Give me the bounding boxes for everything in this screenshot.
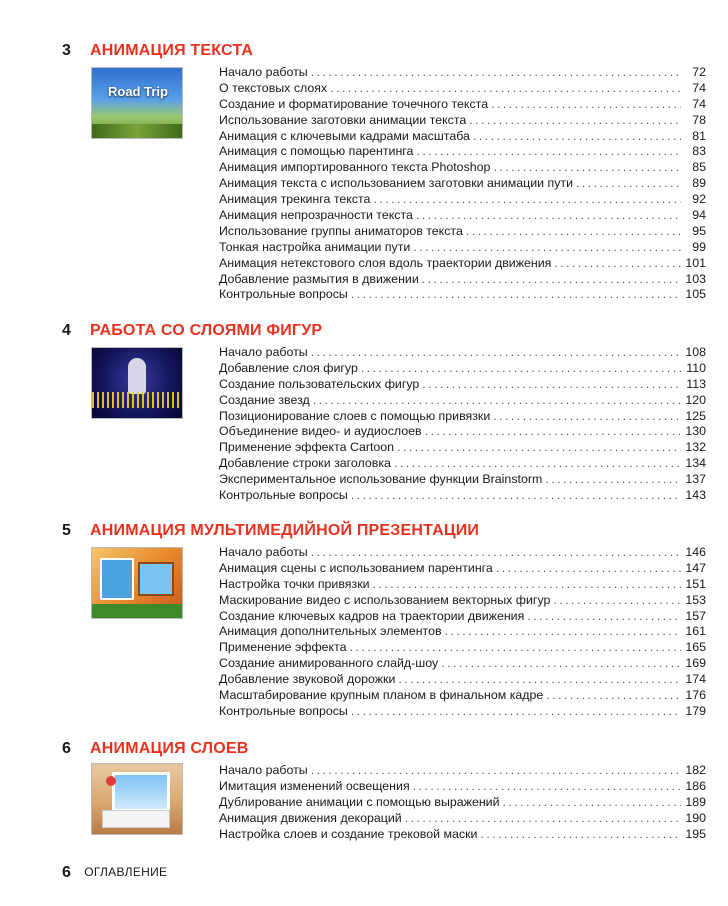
- toc-entry-title: Добавление строки заголовка: [219, 456, 391, 471]
- toc-entry[interactable]: [219, 440, 706, 456]
- toc-entry-page: 134: [685, 456, 706, 471]
- chapter-number: 4: [62, 322, 71, 339]
- dot-leader: [473, 129, 681, 145]
- toc-entry[interactable]: [219, 704, 706, 720]
- dot-leader: [413, 779, 681, 795]
- toc-entry-page: 99: [692, 239, 706, 254]
- toc-entry-title: Экспериментальное использование функции Brainstorm: [219, 472, 543, 487]
- toc-entry-title: Применение эффекта Cartoon: [219, 440, 395, 455]
- toc-entry-page: 147: [685, 560, 706, 575]
- toc-entry-page: 120: [685, 392, 706, 407]
- toc-entry-title: Создание звезд: [219, 392, 310, 407]
- toc-entry[interactable]: [219, 656, 706, 672]
- toc-entry[interactable]: [219, 224, 706, 240]
- toc-entry-title: Тонкая настройка анимации пути: [219, 239, 411, 254]
- toc-entry[interactable]: [219, 561, 706, 577]
- toc-entry[interactable]: [219, 409, 706, 425]
- toc-list: [219, 65, 706, 303]
- toc-entry-title: Создание и форматирование точечного текста: [219, 96, 489, 111]
- toc-entry[interactable]: [219, 624, 706, 640]
- toc-entry-title: Анимация дополнительных элементов: [219, 624, 442, 639]
- toc-entry[interactable]: [219, 129, 706, 145]
- toc-entry[interactable]: [219, 795, 706, 811]
- toc-entry[interactable]: [219, 97, 706, 113]
- dot-leader: [405, 811, 681, 827]
- toc-entry-page: 78: [692, 112, 706, 127]
- dot-leader: [398, 672, 681, 688]
- toc-list: [219, 763, 706, 842]
- toc-entry-page: 94: [692, 208, 706, 223]
- toc-entry-title: Начало работы: [219, 763, 308, 777]
- dot-leader: [466, 224, 681, 240]
- dot-leader: [313, 393, 681, 409]
- toc-entry-title: Контрольные вопросы: [219, 488, 348, 503]
- toc-entry-title: Анимация с помощью парентинга: [219, 144, 414, 159]
- toc-entry-title: Добавление звуковой дорожки: [219, 672, 396, 687]
- toc-entry[interactable]: [219, 688, 706, 704]
- dot-leader: [350, 640, 681, 656]
- toc-entry-title: Имитация изменений освещения: [219, 778, 410, 793]
- toc-entry[interactable]: [219, 377, 706, 393]
- toc-entry-page: 92: [692, 192, 706, 207]
- dot-leader: [311, 763, 681, 779]
- toc-entry-title: Позиционирование слоев с помощью привязки: [219, 408, 491, 423]
- dot-leader: [416, 208, 681, 224]
- toc-entry-title: Анимация нетекстового слоя вдоль траектории движения: [219, 255, 552, 270]
- flower-graphic: [106, 776, 116, 786]
- dot-leader: [373, 577, 681, 593]
- figure-graphic: [128, 358, 146, 394]
- toc-entry[interactable]: [219, 609, 706, 625]
- toc-entry-page: 169: [685, 656, 706, 671]
- dot-leader: [546, 688, 681, 704]
- toc-entry-page: 137: [685, 472, 706, 487]
- toc-entry-title: Дублирование анимации с помощью выражений: [219, 794, 500, 809]
- toc-entry-page: 174: [685, 672, 706, 687]
- toc-entry-title: Анимация непрозрачности текста: [219, 208, 413, 223]
- toc-entry[interactable]: [219, 811, 706, 827]
- dot-leader: [311, 345, 681, 361]
- page-number: 6: [62, 864, 71, 881]
- toc-entry-title: Масштабирование крупным планом в финальном кадре: [219, 688, 544, 703]
- toc-entry-page: 182: [685, 763, 706, 777]
- toc-entry[interactable]: [219, 81, 706, 97]
- easel-graphic: [138, 562, 174, 596]
- toc-entry-page: 74: [692, 80, 706, 95]
- footer-label: ОГЛАВЛЕНИЕ: [84, 865, 168, 879]
- dot-leader: [441, 656, 681, 672]
- toc-entry-title: Создание ключевых кадров на траектории движения: [219, 608, 525, 623]
- chapter-thumbnail: [92, 68, 182, 138]
- toc-entry-title: Использование заготовки анимации текста: [219, 112, 467, 127]
- toc-entry[interactable]: [219, 472, 706, 488]
- toc-entry[interactable]: [219, 160, 706, 176]
- road-graphic: [92, 124, 182, 138]
- toc-entry-title: Начало работы: [219, 545, 308, 559]
- toc-entry[interactable]: [219, 256, 706, 272]
- chapter-title[interactable]: АНИМАЦИЯ СЛОЕВ: [90, 740, 249, 757]
- toc-entry[interactable]: [219, 672, 706, 688]
- dot-leader: [422, 272, 681, 288]
- toc-entry-title: Применение эффекта: [219, 640, 347, 655]
- dot-leader: [351, 704, 681, 720]
- toc-entry[interactable]: [219, 424, 706, 440]
- toc-entry-title: Использование группы аниматоров текста: [219, 223, 463, 238]
- toc-entry[interactable]: [219, 287, 706, 303]
- toc-entry-page: 161: [685, 624, 706, 639]
- dot-leader: [553, 593, 681, 609]
- dot-leader: [397, 440, 681, 456]
- dot-leader: [361, 361, 681, 377]
- dot-leader: [493, 409, 681, 425]
- toc-entry-page: 157: [685, 608, 706, 623]
- table-graphic: [102, 810, 170, 828]
- toc-entry-page: 95: [692, 223, 706, 238]
- toc-entry-page: 85: [692, 160, 706, 175]
- toc-entry-page: 165: [685, 640, 706, 655]
- dot-leader: [330, 81, 681, 97]
- dot-leader: [425, 424, 681, 440]
- toc-entry[interactable]: [219, 144, 706, 160]
- toc-entry-page: 189: [685, 794, 706, 809]
- thumbnail-caption: Road Trip: [108, 84, 168, 99]
- portrait-graphic: [100, 558, 134, 600]
- toc-entry[interactable]: [219, 488, 706, 504]
- dot-leader: [496, 561, 681, 577]
- toc-entry[interactable]: [219, 593, 706, 609]
- toc-entry[interactable]: [219, 192, 706, 208]
- toc-entry[interactable]: [219, 577, 706, 593]
- dot-leader: [576, 176, 681, 192]
- toc-entry[interactable]: [219, 827, 706, 843]
- toc-entry-page: 83: [692, 144, 706, 159]
- toc-entry[interactable]: [219, 456, 706, 472]
- toc-entry-page: 176: [685, 688, 706, 703]
- toc-entry-title: Добавление слоя фигур: [219, 360, 358, 375]
- toc-entry-page: 101: [685, 255, 706, 270]
- toc-entry-page: 130: [685, 424, 706, 439]
- toc-entry-page: 72: [692, 65, 706, 79]
- toc-entry-page: 81: [692, 128, 706, 143]
- toc-entry[interactable]: [219, 65, 706, 81]
- toc-entry-page: 186: [685, 778, 706, 793]
- toc-entry-page: 103: [685, 271, 706, 286]
- toc-entry-title: Анимация импортированного текста Photoshop: [219, 160, 491, 175]
- toc-entry-title: Создание анимированного слайд-шоу: [219, 656, 439, 671]
- toc-entry-page: 179: [685, 703, 706, 718]
- dot-leader: [445, 624, 681, 640]
- toc-entry[interactable]: [219, 208, 706, 224]
- dot-leader: [373, 192, 681, 208]
- toc-entry-title: Контрольные вопросы: [219, 287, 348, 302]
- toc-entry-title: Настройка слоев и создание трековой маски: [219, 826, 478, 841]
- dot-leader: [491, 97, 681, 113]
- dot-leader: [503, 795, 681, 811]
- toc-entry[interactable]: [219, 176, 706, 192]
- toc-entry[interactable]: [219, 640, 706, 656]
- toc-entry[interactable]: [219, 393, 706, 409]
- chapter-thumbnail: [92, 348, 182, 418]
- toc-entry-page: 190: [685, 810, 706, 825]
- dot-leader: [527, 609, 681, 625]
- dot-leader: [493, 160, 681, 176]
- chapter-number: 5: [62, 522, 71, 539]
- toc-entry-page: 195: [685, 826, 706, 841]
- chapter-thumbnail: [92, 548, 182, 618]
- chapter-thumbnail: [92, 764, 182, 834]
- toc-entry-page: 89: [692, 176, 706, 191]
- toc-entry[interactable]: [219, 361, 706, 377]
- toc-entry[interactable]: [219, 345, 706, 361]
- toc-entry[interactable]: [219, 272, 706, 288]
- toc-entry-title: Начало работы: [219, 65, 308, 79]
- dot-leader: [311, 545, 681, 561]
- dot-leader: [413, 240, 681, 256]
- toc-entry-title: Анимация сцены с использованием парентинга: [219, 560, 493, 575]
- chapter-number: 6: [62, 740, 71, 757]
- dot-leader: [469, 113, 681, 129]
- toc-entry-title: Анимация трекинга текста: [219, 192, 371, 207]
- toc-entry-title: О текстовых слоях: [219, 80, 328, 95]
- toc-entry[interactable]: [219, 779, 706, 795]
- toc-entry-page: 143: [685, 488, 706, 503]
- waveform-graphic: [92, 392, 182, 408]
- dot-leader: [422, 377, 681, 393]
- window-graphic: [112, 772, 170, 812]
- toc-entry-page: 146: [685, 545, 706, 559]
- chapter-title[interactable]: АНИМАЦИЯ ТЕКСТА: [90, 42, 254, 59]
- toc-entry[interactable]: [219, 113, 706, 129]
- toc-entry-page: 125: [685, 408, 706, 423]
- toc-entry-title: Анимация текста с использованием заготовки анимации пути: [219, 176, 573, 191]
- toc-entry-title: Анимация движения декораций: [219, 810, 402, 825]
- toc-entry[interactable]: [219, 545, 706, 561]
- toc-entry-page: 153: [685, 592, 706, 607]
- toc-entry-page: 74: [692, 96, 706, 111]
- dot-leader: [480, 827, 681, 843]
- toc-entry-title: Настройка точки привязки: [219, 576, 370, 591]
- toc-entry-title: Создание пользовательских фигур: [219, 376, 420, 391]
- toc-entry-page: 108: [685, 345, 706, 359]
- toc-entry-page: 113: [686, 376, 706, 391]
- toc-entry-title: Контрольные вопросы: [219, 703, 348, 718]
- toc-entry-title: Объединение видео- и аудиослоев: [219, 424, 422, 439]
- dot-leader: [311, 65, 681, 81]
- chapter-title[interactable]: АНИМАЦИЯ МУЛЬТИМЕДИЙНОЙ ПРЕЗЕНТАЦИИ: [90, 522, 480, 539]
- toc-entry-page: 105: [685, 287, 706, 302]
- dot-leader: [351, 488, 681, 504]
- ground-graphic: [92, 604, 182, 618]
- toc-entry-title: Начало работы: [219, 345, 308, 359]
- toc-entry-page: 151: [685, 576, 706, 591]
- dot-leader: [545, 472, 681, 488]
- dot-leader: [554, 256, 681, 272]
- toc-entry-title: Маскирование видео с использованием векторных фигур: [219, 592, 551, 607]
- toc-entry[interactable]: [219, 763, 706, 779]
- dot-leader: [394, 456, 681, 472]
- toc-entry-page: 110: [686, 360, 706, 375]
- toc-list: [219, 345, 706, 504]
- toc-entry-title: Анимация с ключевыми кадрами масштаба: [219, 128, 470, 143]
- toc-entry-title: Добавление размытия в движении: [219, 271, 419, 286]
- chapter-title[interactable]: РАБОТА СО СЛОЯМИ ФИГУР: [90, 322, 323, 339]
- chapter-number: 3: [62, 42, 71, 59]
- toc-list: [219, 545, 706, 720]
- dot-leader: [351, 287, 681, 303]
- page-footer: [62, 864, 167, 882]
- dot-leader: [416, 144, 681, 160]
- toc-entry-page: 132: [685, 440, 706, 455]
- toc-entry[interactable]: [219, 240, 706, 256]
